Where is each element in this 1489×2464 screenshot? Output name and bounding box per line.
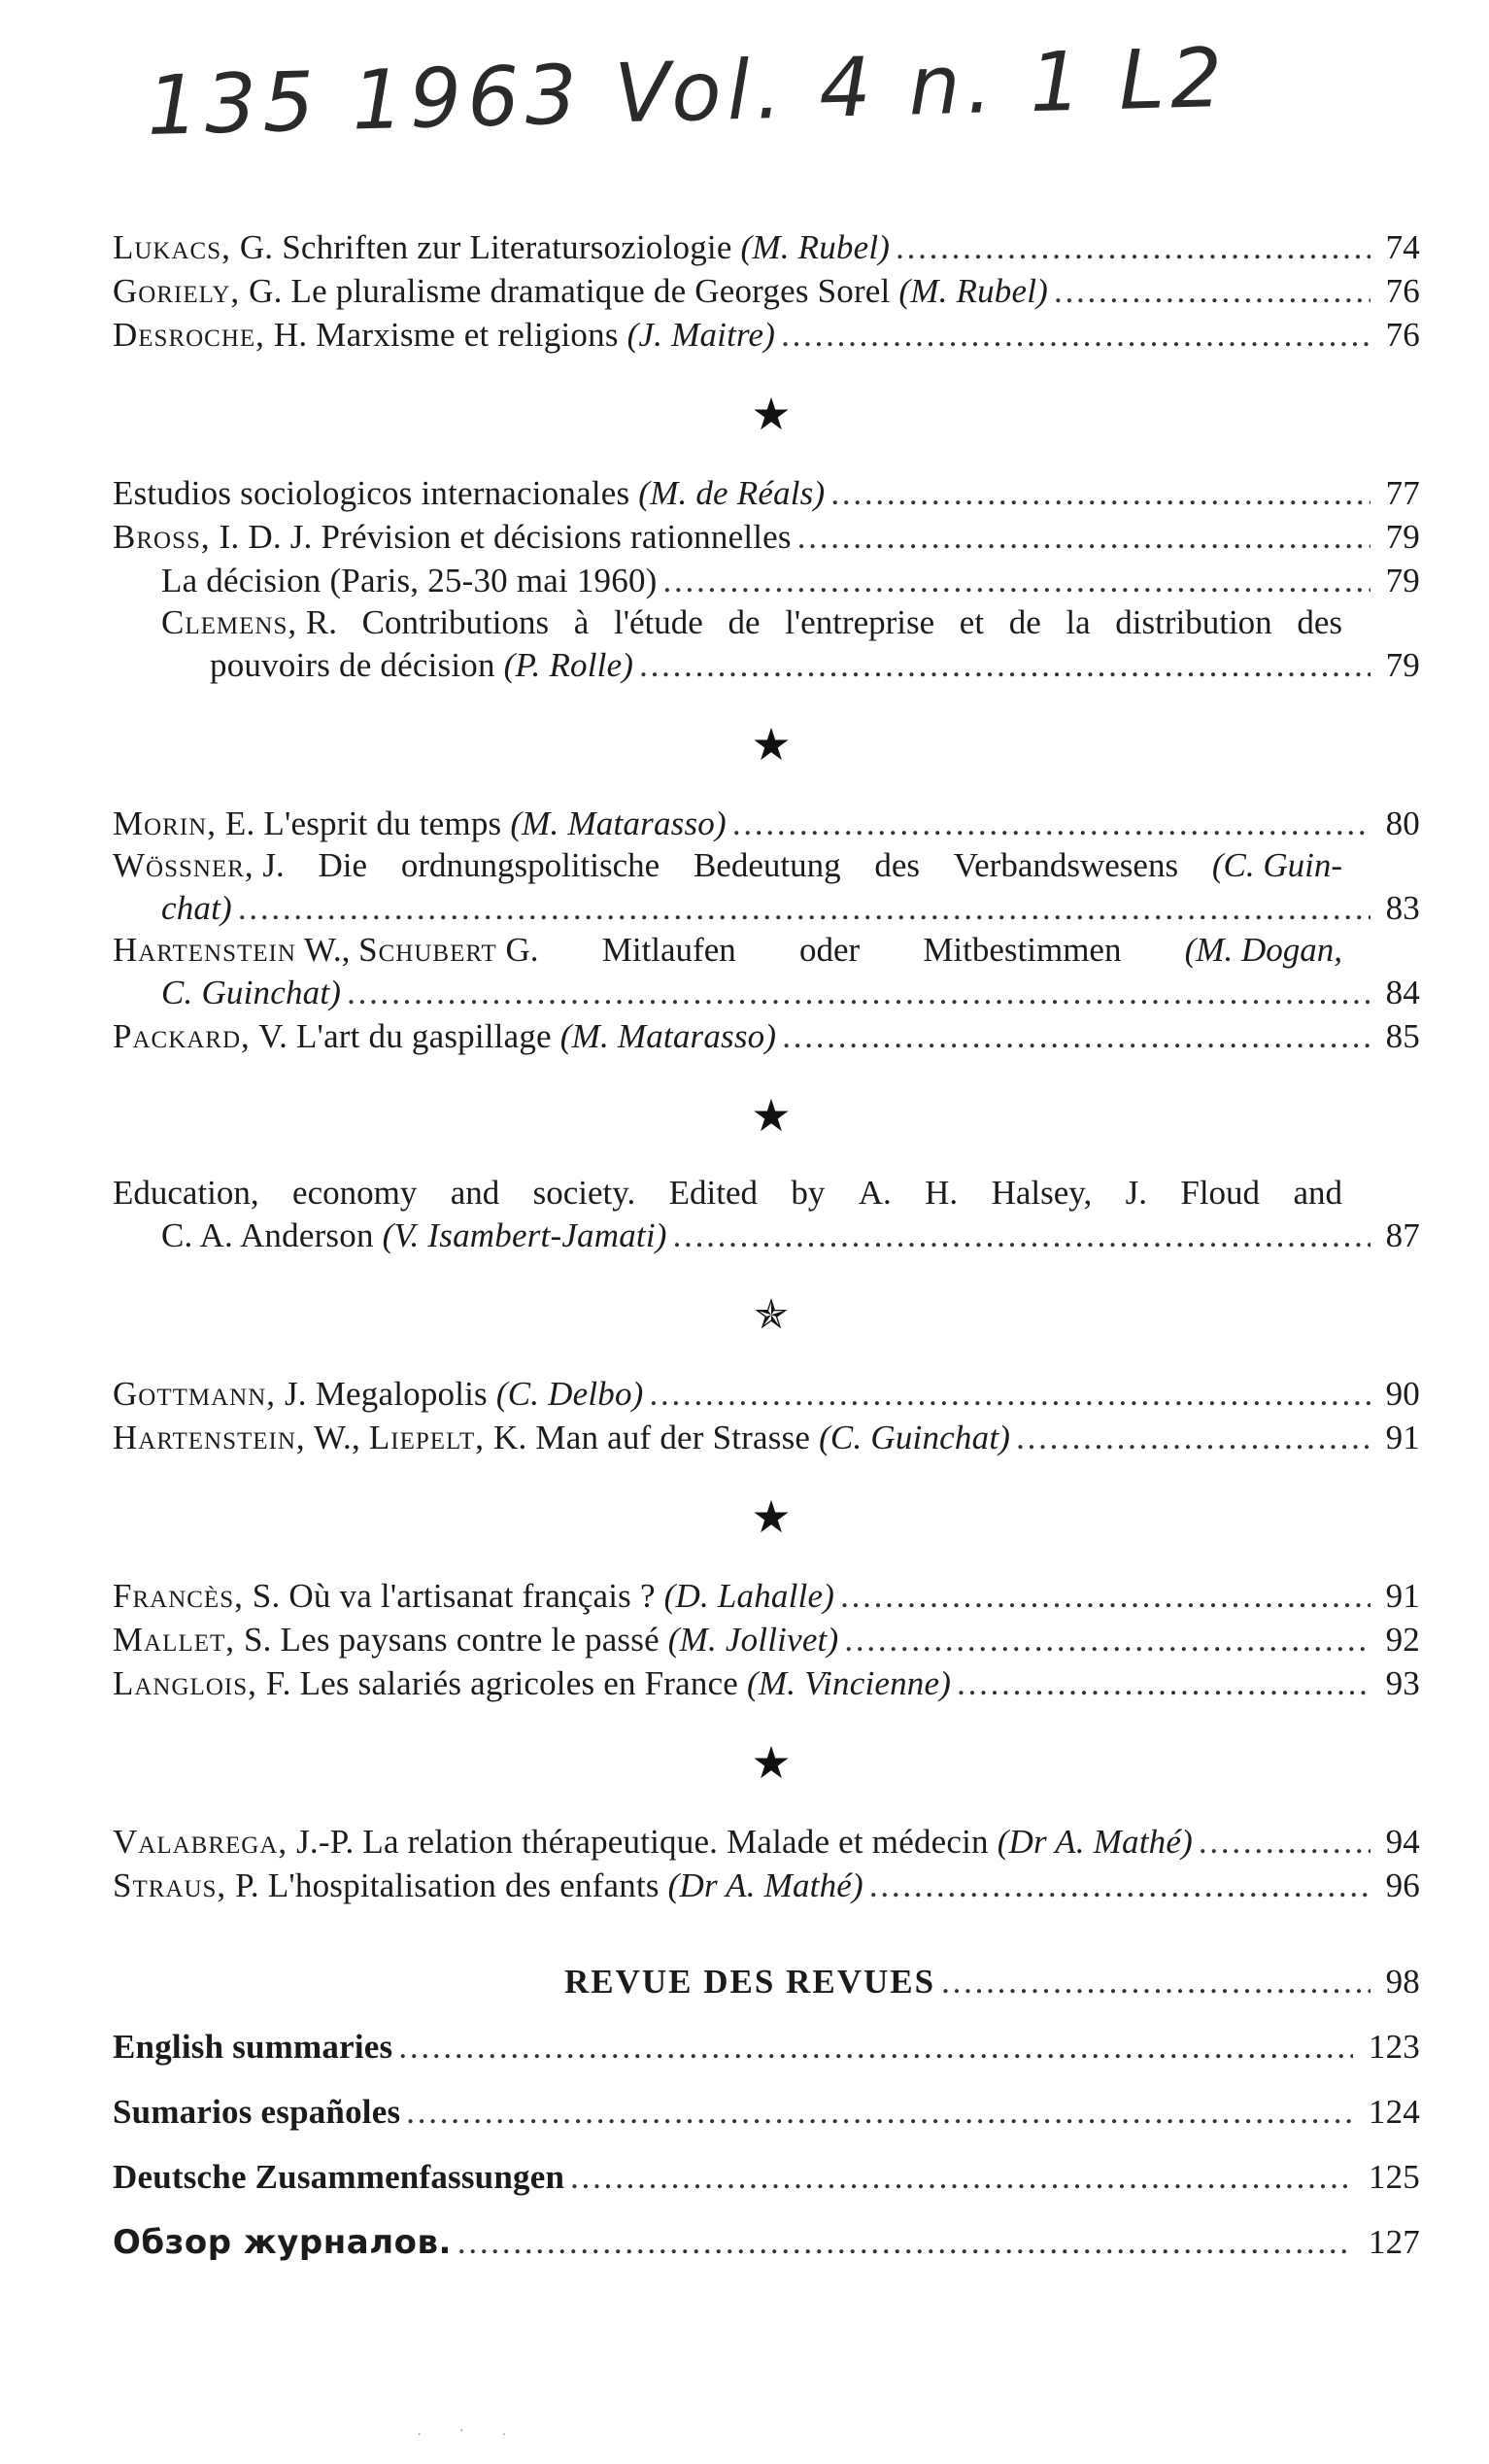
toc-entry-gottmann[interactable] (113, 1372, 1420, 1416)
toc-entry-hartenstein-liepelt[interactable] (113, 1416, 1420, 1459)
leader-dots (957, 1661, 1370, 1705)
author: Schubert (358, 931, 497, 969)
author: Clemens, (161, 603, 298, 641)
toc-entry-mallet[interactable] (113, 1618, 1420, 1661)
title-word: Bedeutung (693, 846, 841, 884)
title-word: Education, (113, 1174, 259, 1212)
leader-dots (1199, 1820, 1371, 1864)
leader-dots (732, 802, 1371, 845)
table-of-contents (113, 225, 1420, 2265)
initials: I. D. J. (210, 518, 313, 556)
section-label: Sumarios españoles (113, 2093, 401, 2131)
title-word: and (450, 1174, 500, 1212)
author: Langlois, (113, 1664, 257, 1702)
page-number: 96 (1385, 1866, 1420, 1904)
title: La décision (Paris, 25-30 mai 1960) (161, 562, 658, 599)
title: Megalopolis (306, 1375, 496, 1413)
initials: F. (256, 1664, 291, 1702)
toc-entry-packard[interactable] (113, 1014, 1420, 1058)
section-label: REVUE DES REVUES (564, 1963, 936, 2001)
title-word: à (573, 603, 590, 641)
initials: G. (240, 272, 283, 310)
initials: H. (264, 316, 308, 354)
title-word: Verbandswesens (953, 846, 1179, 884)
page-number: 92 (1385, 1621, 1420, 1659)
title-word: H. (925, 1174, 959, 1212)
section-label: Обзор журналов. (113, 2223, 452, 2262)
title: L'esprit du temps (254, 804, 511, 842)
title: Schriften zur Literatursoziologie (273, 228, 741, 266)
reviewer: (M. Rubel) (740, 228, 891, 266)
title-word: Floud (1180, 1174, 1261, 1212)
initials: W., (305, 1419, 369, 1456)
leader-dots (398, 2025, 1353, 2069)
page-number: 91 (1385, 1419, 1420, 1456)
author: Desroche, (113, 316, 265, 354)
author: Francès, (113, 1577, 244, 1615)
toc-entry-clemens[interactable] (113, 602, 1420, 687)
toc-entry-desroche[interactable] (113, 313, 1420, 357)
initials: V. (250, 1017, 288, 1055)
page-number: 84 (1385, 974, 1420, 1011)
reviewer-part: (C. Guin- (1211, 846, 1342, 884)
title-word: Mitlaufen (601, 931, 736, 969)
author: Liepelt, (368, 1419, 486, 1456)
leader-dots (406, 2090, 1353, 2134)
toc-section-deutsche-zusammenfassungen[interactable] (113, 2155, 1420, 2199)
reviewer: (M. Matarasso) (510, 804, 727, 842)
reviewer-continued: C. Guinchat) (161, 974, 342, 1011)
title: Man auf der Strasse (526, 1419, 820, 1456)
initials: S. (235, 1621, 272, 1659)
separator-star-outline-icon: ✯ (754, 1290, 789, 1338)
title-word: Mitbestimmen (923, 931, 1122, 969)
leader-dots (869, 1864, 1371, 1907)
leader-dots (840, 1574, 1371, 1618)
page-number: 76 (1385, 316, 1420, 354)
reviewer: (M. Rubel) (898, 272, 1049, 310)
leader-dots (639, 643, 1370, 687)
title-continued: C. A. Anderson (161, 1216, 383, 1254)
page-number: 124 (1368, 2093, 1420, 2131)
toc-entry-morin[interactable] (113, 802, 1420, 845)
page-number: 79 (1385, 518, 1420, 556)
reviewer: (M. Matarasso) (559, 1017, 777, 1055)
title-word: de (728, 603, 761, 641)
title-word: l'étude (613, 603, 703, 641)
author: Lukacs, (113, 228, 231, 266)
title-word: la (1066, 603, 1091, 641)
title: L'hospitalisation des enfants (258, 1866, 668, 1904)
page-number: 87 (1385, 1216, 1420, 1254)
title: Marxisme et religions (307, 316, 627, 354)
author: Gottmann, (113, 1375, 277, 1413)
toc-section-revue-des-revues[interactable] (113, 1960, 1420, 2003)
title: Les salariés agricoles en France (290, 1664, 747, 1702)
reviewer: (M. Vincienne) (747, 1664, 952, 1702)
page-number: 94 (1385, 1823, 1420, 1861)
reviewer: (M. Jollivet) (667, 1621, 839, 1659)
handwritten-note: 135 1963 Vol. 4 n. 1 L2 (146, 29, 1230, 154)
title: L'art du gaspillage (288, 1017, 560, 1055)
separator-star-icon: ★ (751, 388, 792, 440)
author: Mallet, (113, 1621, 236, 1659)
initials: G. (496, 931, 539, 969)
title-continued: pouvoirs de décision (210, 646, 504, 684)
initials: W., (295, 931, 359, 969)
leader-dots (347, 971, 1370, 1014)
leader-dots (570, 2155, 1353, 2199)
page-number: 85 (1385, 1017, 1420, 1055)
reviewer: (C. Delbo) (495, 1375, 644, 1413)
author: Packard, (113, 1017, 251, 1055)
title: Prévision et décisions rationnelles (312, 518, 792, 556)
page-number: 80 (1385, 804, 1420, 842)
author: Goriely, (113, 272, 241, 310)
toc-entry-valabrega[interactable] (113, 1820, 1420, 1864)
scan-specks: . · . (418, 2424, 524, 2439)
title: Le pluralisme dramatique de Georges Sorel (282, 272, 899, 310)
page-number: 74 (1385, 228, 1420, 266)
leader-dots (782, 1014, 1370, 1058)
reviewer-continued: chat) (161, 889, 232, 927)
separator-star-icon: ★ (751, 1089, 792, 1142)
page-number: 93 (1385, 1664, 1420, 1702)
reviewer-part: (M. Dogan, (1184, 931, 1342, 969)
toc-entry-education[interactable] (113, 1173, 1420, 1257)
title-word: ordnungspolitische (400, 846, 660, 884)
separator-star-icon: ★ (751, 718, 792, 770)
title-word: distribution (1115, 603, 1272, 641)
initials: P. (226, 1866, 259, 1904)
toc-entry-lukacs[interactable] (113, 225, 1420, 269)
page-number: 83 (1385, 889, 1420, 927)
title-word: Edited (668, 1174, 758, 1212)
title-word: oder (798, 931, 861, 969)
leader-dots (1054, 269, 1371, 313)
title-word: and (1293, 1174, 1342, 1212)
leader-dots (844, 1618, 1370, 1661)
title-word: de (1008, 603, 1041, 641)
toc-entry-goriely[interactable] (113, 269, 1420, 313)
title-word: l'entreprise (785, 603, 935, 641)
initials: J. (254, 846, 285, 884)
initials: J.-P. (288, 1823, 355, 1861)
initials: K. (485, 1419, 527, 1456)
title-word: Contributions (361, 603, 550, 641)
leader-dots (457, 2220, 1353, 2264)
page-number: 79 (1385, 646, 1420, 684)
title-word: des (1297, 603, 1342, 641)
title-word: des (874, 846, 920, 884)
author: Valabrega, (113, 1823, 288, 1861)
title: Les paysans contre le passé (271, 1621, 668, 1659)
title: Estudios sociologicos internacionales (113, 474, 639, 512)
leader-dots (1016, 1416, 1371, 1459)
leader-dots (797, 515, 1371, 559)
reviewer: (P. Rolle) (503, 646, 634, 684)
title-word: A. (858, 1174, 892, 1212)
page-number: 123 (1368, 2028, 1420, 2066)
title-word: Halsey, (991, 1174, 1093, 1212)
toc-entry-frances[interactable] (113, 1574, 1420, 1618)
leader-dots (781, 313, 1370, 357)
separator-star-icon: ★ (751, 1736, 792, 1789)
page-number: 91 (1385, 1577, 1420, 1615)
toc-entry-langlois[interactable] (113, 1661, 1420, 1705)
reviewer: (V. Isambert-Jamati) (382, 1216, 667, 1254)
page-number: 79 (1385, 562, 1420, 599)
title-word: by (791, 1174, 826, 1212)
title: Où va l'artisanat français ? (280, 1577, 664, 1615)
page-number: 127 (1368, 2223, 1420, 2261)
title-word: J. (1125, 1174, 1147, 1212)
separator-star-icon: ★ (751, 1490, 792, 1543)
page-number: 77 (1385, 474, 1420, 512)
reviewer: (Dr A. Mathé) (997, 1823, 1193, 1861)
author: Straus, (113, 1866, 227, 1904)
reviewer: (J. Maitre) (626, 316, 776, 354)
leader-dots (238, 886, 1371, 930)
page-number: 90 (1385, 1375, 1420, 1413)
initials: E. (216, 804, 255, 842)
title-word: economy (292, 1174, 418, 1212)
page-number: 125 (1368, 2158, 1420, 2196)
reviewer: (C. Guinchat) (819, 1419, 1011, 1456)
toc-entry-wossner[interactable] (113, 845, 1420, 930)
title: La relation thérapeutique. Malade et médecin (354, 1823, 998, 1861)
initials: S. (243, 1577, 281, 1615)
page-number: 98 (1385, 1963, 1420, 2001)
section-label: Deutsche Zusammenfassungen (113, 2158, 565, 2196)
toc-section-obzor-zhurnalov[interactable] (113, 2220, 1420, 2265)
initials: G. (230, 228, 274, 266)
toc-entry-hartenstein-schubert[interactable] (113, 930, 1420, 1014)
title-word: society. (532, 1174, 636, 1212)
title-word: et (959, 603, 985, 641)
leader-dots (673, 1214, 1371, 1257)
section-label: English summaries (113, 2028, 393, 2066)
leader-dots (896, 225, 1370, 269)
author: Morin, (113, 804, 217, 842)
page-number: 76 (1385, 272, 1420, 310)
toc-entry-straus[interactable] (113, 1864, 1420, 1907)
initials: R. (297, 603, 337, 641)
leader-dots (830, 471, 1370, 515)
author: Wössner, (113, 846, 254, 884)
author: Hartenstein (113, 931, 296, 969)
leader-dots (941, 1960, 1371, 2003)
author: Bross, (113, 518, 211, 556)
reviewer: (Dr A. Mathé) (667, 1866, 863, 1904)
reviewer: (M. de Réals) (638, 474, 826, 512)
initials: J. (276, 1375, 307, 1413)
toc-section-sumarios-espanoles[interactable] (113, 2090, 1420, 2134)
toc-entry-estudios[interactable] (113, 471, 1420, 515)
toc-section-english-summaries[interactable] (113, 2025, 1420, 2069)
reviewer: (D. Lahalle) (663, 1577, 835, 1615)
author: Hartenstein, (113, 1419, 306, 1456)
toc-entry-bross[interactable] (113, 515, 1420, 559)
leader-dots (663, 559, 1371, 602)
leader-dots (650, 1372, 1371, 1416)
toc-entry-la-decision[interactable] (113, 559, 1420, 602)
title-word: Die (318, 846, 368, 884)
